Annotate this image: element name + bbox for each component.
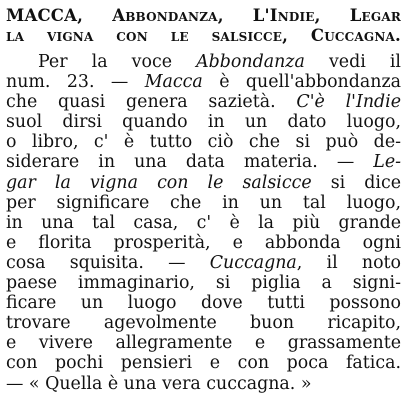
body-line	[6, 193, 401, 213]
text-run: che quasi genera sazietà.	[6, 92, 297, 113]
body-line	[6, 374, 401, 394]
body-line	[6, 313, 401, 333]
text-run: Per la voce	[38, 52, 197, 72]
headword-macca: MACCA,	[6, 6, 113, 25]
body-line	[6, 233, 401, 253]
text-run: siderare in una data materia. —	[6, 152, 374, 173]
body-line	[6, 132, 401, 152]
body-line	[6, 92, 401, 112]
body-line	[6, 213, 401, 233]
body-line	[6, 173, 401, 193]
text-run: si dice	[311, 172, 401, 193]
entry-body	[6, 52, 401, 394]
entry-heading-line-2: la vigna con le salsicce, Cuccagna.	[6, 26, 401, 45]
text-run: per significare che in un tal luogo,	[6, 192, 401, 213]
text-run: — « Quella è una vera cuccagna. »	[6, 373, 312, 394]
text-run: o libro, c' è tutto ciò che si può de-	[6, 132, 401, 153]
italic-term: Cuccagna	[209, 252, 297, 273]
italic-term: Macca	[144, 72, 203, 93]
heading-separator: ,	[314, 6, 350, 25]
body-line	[6, 152, 401, 172]
text-run: è quell'abbondanza	[202, 72, 401, 93]
body-line	[6, 353, 401, 373]
body-line	[6, 293, 401, 313]
text-run: num. 23. —	[6, 72, 145, 93]
heading-separator: , L'	[217, 6, 270, 25]
text-run: con pochi pensieri e con poca fatica.	[6, 353, 401, 374]
italic-term: Le-	[373, 152, 401, 173]
entry-heading	[6, 6, 401, 46]
text-run: e vivere allegramente e grassamente	[6, 333, 401, 354]
text-run: cosa squisita. —	[6, 252, 210, 273]
body-line	[6, 72, 401, 92]
body-line	[6, 273, 401, 293]
body-line	[6, 112, 401, 132]
italic-term: C'è l'Indie	[296, 92, 401, 113]
text-run: paese immaginario, si piglia a signi-	[6, 273, 401, 294]
text-run: e florita prosperità, e abbonda ogni	[6, 232, 401, 253]
text-run: , il noto	[296, 252, 402, 273]
text-run: in una tal casa, c' è la più grande	[6, 212, 401, 233]
body-line	[6, 253, 401, 273]
text-run: vedi il	[304, 52, 401, 72]
headword-abbondanza: Abbondanza	[112, 6, 218, 25]
headword-legar: Legar	[349, 6, 401, 25]
body-line	[6, 333, 401, 353]
text-run: ficare un luogo dove tutti possono	[6, 293, 401, 314]
headword-indie: Indie	[269, 6, 315, 25]
entry-heading-line-1	[6, 6, 401, 26]
italic-term: Abbondanza	[196, 52, 305, 72]
text-run: suol dirsi quando in un dato luogo,	[6, 112, 401, 133]
text-run: trovare agevolmente buon ricapito,	[6, 313, 401, 334]
body-line	[6, 52, 401, 72]
italic-term: gar la vigna con le salsicce	[6, 172, 312, 193]
